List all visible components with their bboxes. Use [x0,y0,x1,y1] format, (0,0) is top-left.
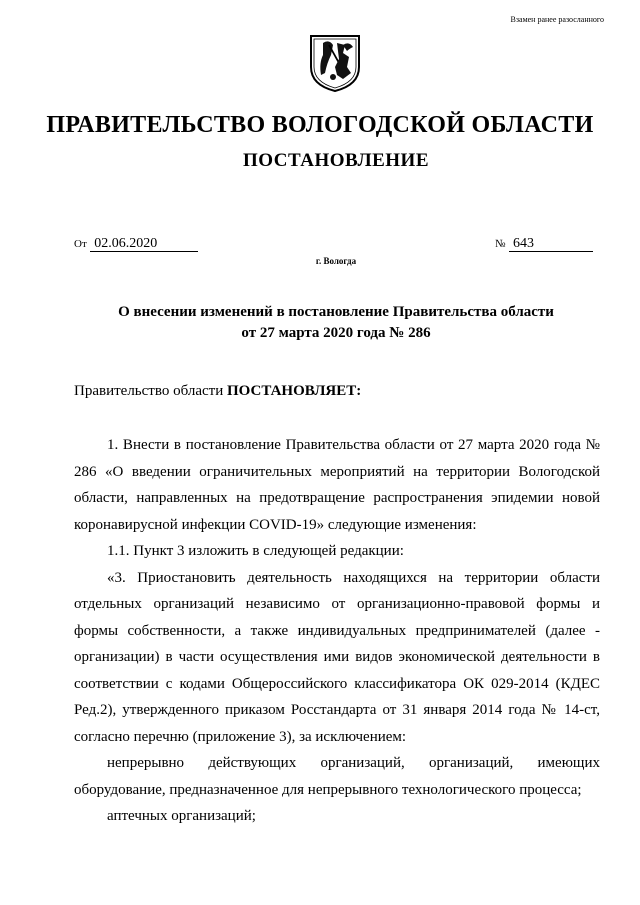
government-title: ПРАВИТЕЛЬСТВО ВОЛОГОДСКОЙ ОБЛАСТИ [46,112,594,138]
date-value: 02.06.2020 [90,236,198,252]
date-field [74,236,198,252]
preamble-text: Правительство области [74,383,227,399]
replace-note: Взамен ранее разосланного [510,15,604,24]
paragraph-2: 1.1. Пункт 3 изложить в следующей редакции: [107,543,404,559]
paragraph-5: аптечных организаций; [107,808,256,824]
paragraph-1: 1. Внести в постановление Правительства области от 27 марта 2020 года № 286 «О введении ограничительных мероприятий на территории Вологодской области, направленных на предотвращение распространения эпидемии новой коронавирусной инфекции COVID-19» следующие изменения: [74,437,600,533]
number-value: 643 [509,236,593,252]
city: г. Вологда [315,256,357,266]
paragraph-4: непрерывно действующих организаций, организаций, имеющих оборудование, предназначенное для непрерывного технологического процесса; [74,755,600,798]
number-label: № [495,238,506,250]
number-field [495,236,593,252]
date-label: От [74,238,87,250]
document-body [74,432,600,830]
preamble-bold: ПОСТАНОВЛЯЕТ: [226,383,362,399]
paragraph-3: «3. Приостановить деятельность находящихся на территории области отдельных организаций независимо от организационно-правовой формы и формы собственности, а также индивидуальных предпринимателей (далее - организации) в части осуществления ими видов экономической деятельности в соответствии с кодами Общероссийского классификатора ОК 029-2014 (КДЕС Ред.2), утвержденного приказом Росстандарта от 31 января 2014 года № 14-ст, согласно перечню (приложение 3), за исключением: [74,569,600,745]
vologda-coat-of-arms-icon [307,33,363,93]
document-type: ПОСТАНОВЛЕНИЕ [242,150,430,171]
subject-line-1: О внесении изменений в постановление Правительства области [118,304,554,320]
subject-line-2: от 27 марта 2020 года № 286 [241,325,431,341]
subject-heading [0,302,640,344]
preamble [74,383,361,400]
